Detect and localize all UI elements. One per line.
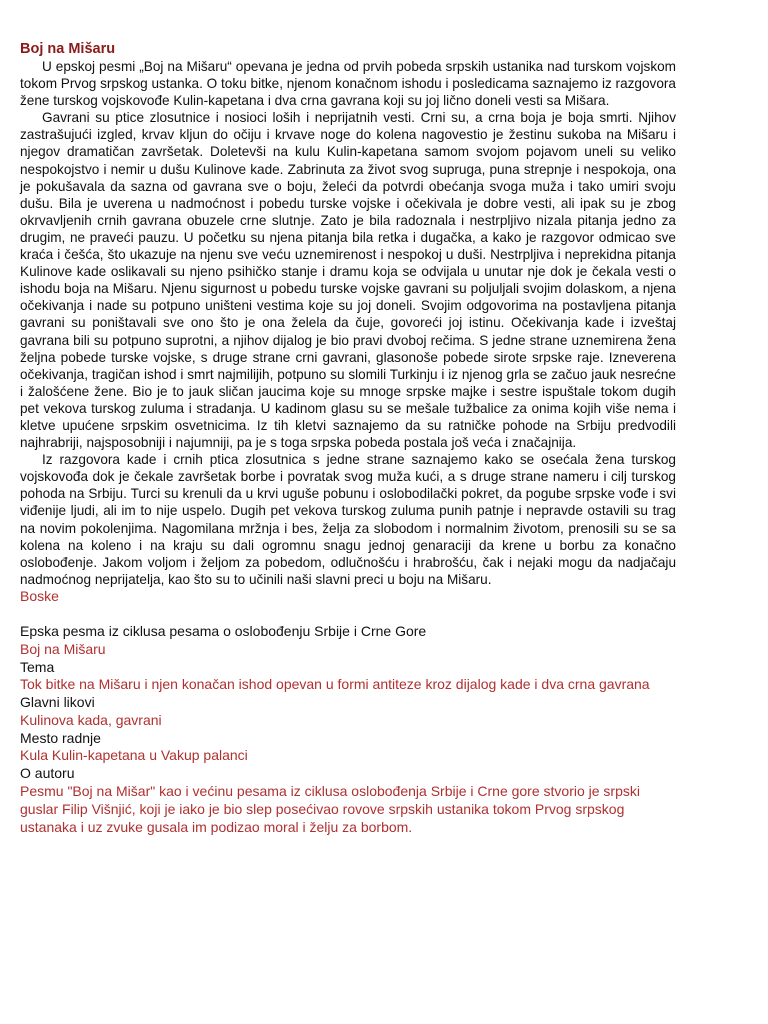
essay-paragraph-2: Gavrani su ptice zlosutnice i nosioci loših i neprijatnih vesti. Crni su, a crna boja je boja smrti. Njihov zastrašujući izgled, krvav kljun do očiju i krvave noge do kolena nagovestio je žestinu sukoba na Mišaru i njegov dramatičan završetak. Doletevši na kulu Kulin-kapetana samom svojom pojavom uneli su veliko nespokojstvo i nemir u dušu Kulinove kade. Zabrinuta za život svog supruga, puna strepnje i nespokoja, ona je pokušavala da sazna od gavrana sve o boju, želeći da potvrdi obećanja svoga muža i tako umiri svoju dušu. Bila je uverena u nadmoćnost i pobedu turske vojske i očekivala je dobre vesti, ali ipak su je zbog okrvavljenih crnih gavrana obuzele crne slutnje. Zato je bila radoznala i nestrpljivo nizala pitanja jedno za drugim, ne praveći pauzu. U početku su njena pitanja bila retka i dugačka, a kako je razgovor odmicao sve kraća i češća, što ukazuje na njenu sve veću uznemirenost i nespokoj u duši. Nestrpljiva i neprekidna pitanja Kulinove kade oslikavali su njeno psihičko stanje i dramu koja se odvijala u unutar nje dok je čekala vesti o ishodu boja na Mišaru. Njenu sigurnost u pobedu turske vojske gavrani su poljuljali svojim dolaskom, a njena očekivanja i nade su potpuno uništeni vestima koje su joj doneli. Svojim odgovorima na postavljena pitanja gavrani su poništavali sve ono što je ona želela da čuje, govoreći joj istinu. Očekivanja kade i izveštaj gavrana bili su potpuno suprotni, a njihov dijalog je bio pravi dvoboj rečima. S jedne strane uznemirena žena željna pobede turske vojske, s druge strane crni gavrani, glasonoše pobede sirote srpske raje. Izneverena očekivanja, tragičan ishod i smrt najmilijih, potpuno su slomili Turkinju i iz njenog grla se začuo jauk nesrećne i žalošćene žene. Bio je to jauk sličan jaucima koje su mnoge srpske majke i sestre ispuštale tokom dugih pet vekova turskog zuluma i stradanja. U kadinom glasu su se mešale tužbalice za onima kojih više nema i kletve upućene srpskim osvetnicima. Iz tih kletvi saznajemo da su ratničke pohode na Srbiju predvodili najhrabriji, najsposobniji i najumniji, pa je s toga srpska pobeda postala još veća i značajnija. — [20, 110, 676, 451]
info-section — [20, 623, 676, 837]
place-label: Mesto radnje — [20, 729, 101, 746]
essay-body — [20, 58, 676, 588]
theme-label: Tema — [20, 658, 55, 675]
song-title: Boj na Mišaru — [20, 640, 106, 657]
essay-paragraph-1: U epskoj pesmi „Boj na Mišaru“ opevana je jedna od prvih pobeda srpskih ustanika nad turskom vojskom tokom Prvog srpskog ustanka. O toku bitke, njenom konačnom ishodu i posledicama saznajemo iz razgovora žene turskog vojskovođe Kulin-kapetana i dva crna gavrana koji su joj lično doneli vesti sa Mišara. — [20, 59, 676, 109]
essay-paragraph-3: Iz razgovora kade i crnih ptica zlosutnica s jedne strane saznajemo kako se osećala žena turskog vojskovođa dok je čekale završetak borbe i povratak svog muža kući, a s druge strane nameru i cilj turskog pohoda na Srbiju. Turci su krenuli da u krvi uguše pobunu i oslobodilački pokret, da pogube srpske vođe i svi viđenije ljudi, ali im to nije uspelo. Dugih pet vekova turskog zuluma punih patnje i nepravde ostavili su trag na novim pokolenjima. Nagomilana mržnja i bes, želja za slobodom i normalnim životom, prenosili su se sa kolena na koleno i na kraju su dali ogromnu snagu jednoj genaraciji da krene u borbu za konačno oslobođenje. Jakom voljom i željom za pobedom, odlučnošću i hrabrošću, čak i nejaki mogu da nadjačaju nadmoćnog neprijatelja, kao što su to učinili naši slavni preci u boju na Mišaru. — [20, 452, 676, 587]
characters-value: Kulinova kada, gavrani — [20, 711, 162, 728]
spacer — [20, 605, 676, 623]
author-label: O autoru — [20, 765, 75, 782]
author-value: Pesmu "Boj na Mišar" kao i većinu pesama iz ciklusa oslobođenja Srbije i Crne gore stvorio je srpski guslar Filip Višnjić, koji je iako je bio slep posećivao rovove srpskih ustanika tokom Prvog srpskog ustanaka i uz zvuke gusala im podizao moral i želju za borbom. — [20, 783, 640, 835]
theme-value: Tok bitke na Mišaru i njen konačan ishod opevan u formi antiteze kroz dijalog kade i dva crna gavrana — [20, 676, 650, 693]
place-value: Kula Kulin-kapetana u Vakup palanci — [20, 747, 248, 764]
document-page — [20, 40, 676, 836]
genre-intro: Epska pesma iz ciklusa pesama o oslobođenju Srbije i Crne Gore — [20, 622, 427, 639]
characters-label: Glavni likovi — [20, 694, 95, 711]
author-signature: Boske — [20, 587, 59, 604]
document-title: Boj na Mišaru — [20, 41, 116, 57]
